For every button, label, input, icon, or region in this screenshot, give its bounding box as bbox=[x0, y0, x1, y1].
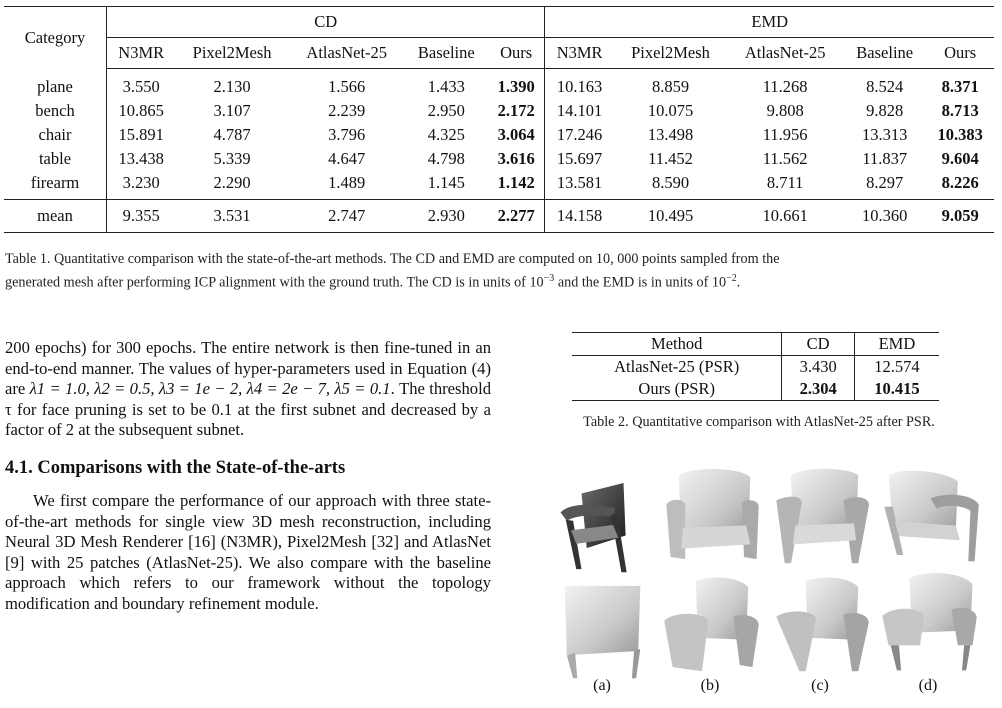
table1-emd-cell: 11.452 bbox=[648, 149, 693, 168]
table1-emd-cell: 11.268 bbox=[762, 77, 808, 96]
table1-method-header: Ours bbox=[926, 38, 994, 69]
table1-cd-group-header: CD bbox=[107, 7, 545, 38]
table1-cd-cell: 3.550 bbox=[122, 77, 160, 96]
table1-cd-cell: 3.796 bbox=[328, 125, 366, 144]
table1-method-header: N3MR bbox=[107, 38, 176, 69]
table1-emd-cell: 14.158 bbox=[545, 200, 614, 233]
table1-caption-line1: Table 1. Quantitative comparison with the state-of-the-art methods. The CD and EMD are computed on 10, 000 points sampled from the bbox=[5, 251, 780, 267]
table1-cd-cell: 1.566 bbox=[328, 77, 366, 96]
figure-label-b: (b) bbox=[700, 677, 720, 694]
table1-category-cell: plane bbox=[4, 69, 107, 100]
table1-emd-cell: 13.498 bbox=[647, 125, 694, 144]
table1-cd-cell bbox=[488, 171, 545, 200]
body-text-column bbox=[5, 338, 491, 614]
table1-emd-cell bbox=[926, 147, 994, 171]
table2-row bbox=[572, 378, 939, 401]
table1-caption-line2-mid: and the EMD is in units of 10 bbox=[554, 274, 727, 291]
table1-caption bbox=[5, 250, 999, 293]
table1-best-emd: 8.371 bbox=[941, 77, 979, 96]
table1-emd-cell: 10.495 bbox=[614, 200, 727, 233]
table1-category-cell: chair bbox=[4, 123, 107, 147]
paragraph-comparison: We first compare the performance of our approach with three state-of-the-art methods for single view 3D mesh reconstruction, including Neural 3D Mesh Renderer [16] (N3MR), Pixel2Mesh [32] and AtlasNet [9] with 25 patches (AtlasNet-25). We also compare with the baseline approach which refers to our framework without the topology modification and boundary refinement module. bbox=[5, 491, 491, 613]
paragraph-training-text-end: . The threshold τ for face pruning is set to be 0.1 at the first subnet and decreased by a factor of 2 at the subsequent subnet. bbox=[5, 379, 491, 439]
table1-emd-cell: 8.524 bbox=[866, 77, 904, 96]
table1-emd-cell bbox=[926, 99, 994, 123]
table1-method-header: Pixel2Mesh bbox=[175, 38, 288, 69]
table1-cd-cell: 2.239 bbox=[328, 101, 366, 120]
table1-emd-cell: 13.313 bbox=[862, 125, 908, 144]
table1-cd-cell: 5.339 bbox=[213, 149, 251, 168]
table1-cd-cell bbox=[488, 99, 545, 123]
table1-category-cell: mean bbox=[4, 200, 107, 233]
table1-emd-cell: 8.297 bbox=[866, 173, 904, 192]
table2-row bbox=[572, 356, 939, 379]
table1-emd-cell: 10.075 bbox=[647, 101, 694, 120]
table1-cd-cell: 2.290 bbox=[213, 173, 251, 192]
table1-cd-cell bbox=[488, 147, 545, 171]
table1-cd-cell: 4.787 bbox=[213, 125, 251, 144]
table1-emd-cell bbox=[926, 200, 994, 233]
table1-emd-cell: 10.163 bbox=[556, 77, 603, 96]
table1-emd-cell: 10.360 bbox=[843, 200, 926, 233]
table1-emd-cell bbox=[926, 123, 994, 147]
table1-best-emd: 10.383 bbox=[937, 125, 983, 144]
table1-best-emd: 8.713 bbox=[941, 101, 979, 120]
figure-label-c: (c) bbox=[811, 677, 829, 694]
table1-category-cell: bench bbox=[4, 99, 107, 123]
table1-cd-cell bbox=[488, 200, 545, 233]
table1-best-cd: 1.142 bbox=[497, 173, 535, 192]
table2-cd-cell bbox=[782, 378, 854, 401]
emd-unit-exponent: −2 bbox=[726, 273, 737, 284]
chair-render-b1 bbox=[660, 460, 765, 570]
table1-method-header: Baseline bbox=[843, 38, 926, 69]
cd-unit-exponent: −3 bbox=[543, 273, 555, 284]
table1-category-cell: table bbox=[4, 147, 107, 171]
table1-best-cd: 2.277 bbox=[497, 206, 535, 225]
table1-best-cd: 2.172 bbox=[497, 101, 535, 120]
table1-cd-cell: 4.798 bbox=[427, 149, 465, 168]
paragraph-training bbox=[5, 338, 491, 441]
table1-cd-cell: 4.325 bbox=[427, 125, 465, 144]
chair-render-d2 bbox=[878, 565, 983, 675]
table1-cd-cell: 15.891 bbox=[118, 125, 164, 144]
table1-row bbox=[4, 123, 994, 147]
table2-emd-cell: 12.574 bbox=[874, 357, 920, 376]
table1-emd-group-header: EMD bbox=[545, 7, 994, 38]
table2-cd-cell: 3.430 bbox=[782, 356, 854, 379]
table1-cd-cell: 2.130 bbox=[213, 77, 251, 96]
table1-method-header: N3MR bbox=[545, 38, 614, 69]
table1-cd-cell: 13.438 bbox=[118, 149, 164, 168]
table1-emd-cell: 10.661 bbox=[727, 200, 843, 233]
table1-method-header: Ours bbox=[488, 38, 545, 69]
chair-render-b2 bbox=[660, 568, 765, 678]
section-title: 4.1. Comparisons with the State-of-the-arts bbox=[5, 457, 346, 478]
table1-method-header: Baseline bbox=[405, 38, 488, 69]
table1-cd-cell bbox=[488, 69, 545, 100]
table2-emd-header: EMD bbox=[854, 333, 939, 356]
table2-cd-header: CD bbox=[782, 333, 854, 356]
table1-emd-cell: 13.581 bbox=[556, 173, 603, 192]
table1-cd-cell: 1.145 bbox=[427, 173, 465, 192]
figure-label-a: (a) bbox=[593, 677, 611, 694]
chair-figure bbox=[540, 450, 995, 705]
table1-emd-cell: 15.697 bbox=[556, 149, 603, 168]
table1-emd-cell: 17.246 bbox=[556, 125, 603, 144]
table1-row bbox=[4, 171, 994, 200]
table2-best-emd: 10.415 bbox=[874, 379, 920, 398]
table1-cd-cell: 2.930 bbox=[405, 200, 488, 233]
table1-cd-cell: 9.355 bbox=[107, 200, 176, 233]
table1-best-cd: 3.616 bbox=[497, 149, 535, 168]
table1-emd-cell: 8.859 bbox=[651, 77, 690, 96]
table1-emd-cell: 14.101 bbox=[556, 101, 603, 120]
input-chair-image bbox=[550, 470, 655, 580]
table1-emd-cell: 11.956 bbox=[762, 125, 808, 144]
table2-caption: Table 2. Quantitative comparison with AtlasNet-25 after PSR. bbox=[583, 414, 935, 430]
lambda-values: λ1 = 1.0, λ2 = 0.5, λ3 = 1e − 2, λ4 = 2e − 7, λ5 = 0.1 bbox=[29, 379, 391, 398]
figure-label-d: (d) bbox=[918, 677, 938, 694]
table1-cd-cell: 1.433 bbox=[427, 77, 465, 96]
table1-emd-cell: 9.808 bbox=[766, 101, 804, 120]
table1-emd-cell: 11.837 bbox=[862, 149, 908, 168]
table1-category-header: Category bbox=[4, 7, 107, 69]
table1-cd-cell: 2.950 bbox=[427, 101, 465, 120]
table1-caption-line2: generated mesh after performing ICP alignment with the ground truth. The CD is in units of 10 bbox=[5, 274, 544, 291]
table1-method-header: AtlasNet-25 bbox=[727, 38, 843, 69]
paragraph-training-text: 200 epochs) for 300 epochs. The entire network is then fine-tuned in an end-to-end manner. The values of hyper-parameters used in Equation (4) are bbox=[5, 338, 491, 398]
table1-cd-cell: 4.647 bbox=[328, 149, 366, 168]
table1-best-emd: 8.226 bbox=[941, 173, 979, 192]
table2-emd-cell bbox=[854, 378, 939, 401]
table1-best-emd: 9.059 bbox=[941, 206, 979, 225]
table1-row bbox=[4, 147, 994, 171]
chair-render-d1 bbox=[878, 458, 983, 568]
table1-emd-cell bbox=[926, 171, 994, 200]
table1-cd-cell: 2.747 bbox=[289, 200, 405, 233]
table1-cd-cell: 3.107 bbox=[213, 101, 251, 120]
table1-row bbox=[4, 69, 994, 100]
table1-cd-cell: 1.489 bbox=[328, 173, 366, 192]
table1-emd-cell: 11.562 bbox=[762, 149, 808, 168]
table1-method-header: Pixel2Mesh bbox=[614, 38, 727, 69]
table-1 bbox=[4, 6, 994, 233]
table1-emd-cell bbox=[926, 69, 994, 100]
table2-best-cd: 2.304 bbox=[799, 379, 837, 398]
table1-best-cd: 1.390 bbox=[497, 77, 535, 96]
table1-cd-cell bbox=[488, 123, 545, 147]
table1-best-cd: 3.064 bbox=[497, 125, 535, 144]
chair-render-a2 bbox=[550, 575, 655, 685]
table1-cd-cell: 3.531 bbox=[175, 200, 288, 233]
table2-method-header: Method bbox=[572, 333, 782, 356]
chair-render-c1 bbox=[770, 460, 875, 570]
table2-method-cell: AtlasNet-25 (PSR) bbox=[572, 356, 782, 379]
table1-best-emd: 9.604 bbox=[941, 149, 979, 168]
table-2 bbox=[572, 332, 939, 401]
table2-method-cell: Ours (PSR) bbox=[572, 378, 782, 401]
table1-emd-cell: 8.590 bbox=[651, 173, 690, 192]
table1-cd-cell: 10.865 bbox=[118, 101, 164, 120]
table1-row bbox=[4, 99, 994, 123]
table1-emd-cell: 9.828 bbox=[866, 101, 904, 120]
table1-cd-cell: 3.230 bbox=[122, 173, 160, 192]
table1-category-cell: firearm bbox=[4, 171, 107, 200]
table1-emd-cell: 8.711 bbox=[766, 173, 804, 192]
chair-render-c2 bbox=[770, 568, 875, 678]
table1-caption-end: . bbox=[736, 274, 741, 291]
table1-method-header: AtlasNet-25 bbox=[289, 38, 405, 69]
table1-row bbox=[4, 200, 994, 233]
